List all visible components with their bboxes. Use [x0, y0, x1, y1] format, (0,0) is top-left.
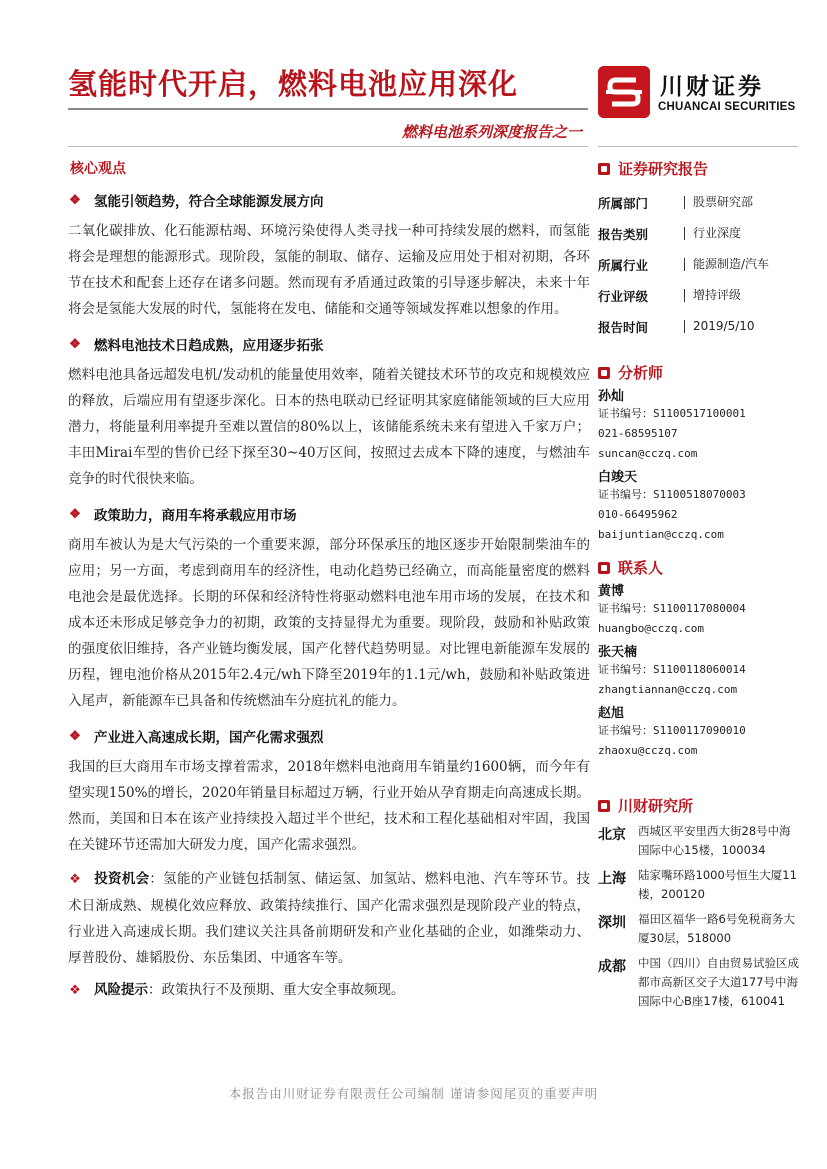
section-title: 氢能引领趋势，符合全球能源发展方向	[94, 194, 324, 210]
institute-title: 川财研究所	[618, 797, 694, 815]
report-subtitle: 燃料电池系列深度报告之一	[401, 123, 582, 141]
section-marker-icon	[598, 163, 610, 175]
analyst-cert: 证书编号：S1100517100001	[598, 407, 746, 420]
contact-name: 赵旭	[598, 706, 625, 721]
header-divider	[68, 146, 588, 147]
analysts-title: 分析师	[618, 364, 664, 382]
office	[598, 866, 800, 904]
diamond-bullet-icon: ❖	[69, 192, 81, 208]
office-city: 上海	[598, 871, 626, 887]
section-marker-icon	[598, 562, 610, 574]
section-head	[68, 504, 590, 524]
investment-paragraph	[68, 866, 590, 971]
section-title: 燃料电池技术日趋成熟，应用逐步拓张	[94, 338, 324, 354]
contact	[598, 641, 800, 700]
contact	[598, 580, 800, 639]
brand-name-cn: 川财证券	[660, 74, 764, 100]
contact-cert: 证书编号：S1100118060014	[598, 663, 746, 676]
diamond-bullet-icon: ❖	[69, 983, 81, 998]
report-info-heading	[598, 158, 800, 179]
contacts-heading	[598, 557, 800, 578]
risk-paragraph	[68, 977, 590, 1004]
info-row	[598, 218, 800, 249]
info-value: 能源制造/汽车	[684, 258, 769, 271]
sidebar-divider	[598, 146, 798, 147]
footer-disclaimer: 本报告由川财证券有限责任公司编制 谨请参阅尾页的重要声明	[228, 1086, 599, 1101]
office	[598, 910, 800, 948]
diamond-bullet-icon: ❖	[69, 872, 81, 887]
info-label: 报告类别	[598, 226, 649, 242]
analyst-cert: 证书编号：S1100518070003	[598, 488, 746, 501]
contact-email[interactable]: zhangtiannan@cczq.com	[598, 683, 738, 696]
section-title: 产业进入高速成长期，国产化需求强烈	[94, 730, 324, 746]
office-address: 中国（四川）自由贸易试验区成都市高新区交子大道177号中海国际中心B座17楼，610041	[638, 956, 799, 1008]
info-value: 增持评级	[684, 289, 741, 302]
section-paragraph: 我国的巨大商用车市场支撑着需求，2018年燃料电池商用车销量约1600辆，而今年有望实现150%的增长，2020年销量目标超过万辆，行业开始从孕育期走向高速成长期。然而，美国和日本在该产业持续投入超过半个世纪，技术和工程化基础相对牢固，我国在关键环节还需加大研发力度，国产化需求强烈。	[68, 759, 590, 853]
section-paragraph: 二氧化碳排放、化石能源枯竭、环境污染使得人类寻找一种可持续发展的燃料，而氢能将会是理想的能源形式。现阶段，氢能的制取、储存、运输及应用处于相对初期，各环节在技术和配套上还存在诸多问题。然而现有矛盾通过政策的引导逐步解决，未来十年将会是氢能大发展的时代，氢能将在发电、储能和交通等领域发挥难以想象的作用。	[68, 223, 590, 317]
analyst	[598, 385, 800, 464]
info-row	[598, 280, 800, 311]
office-address: 陆家嘴环路1000号恒生大厦11楼，200120	[638, 868, 797, 901]
analyst-email[interactable]: baijuntian@cczq.com	[598, 528, 724, 541]
contact-email[interactable]: zhaoxu@cczq.com	[598, 744, 698, 757]
section-head	[68, 334, 590, 354]
contact-cert: 证书编号：S1100117080004	[598, 602, 746, 615]
investment-text: ：氢能的产业链包括制氢、储运氢、加氢站、燃料电池、汽车等环节。技术日渐成熟、规模化效应释放、政策持续推行、国产化需求强烈是现阶段产业的特点，行业进入高速成长期。我们建议关注具备前期研发和产业化基础的企业，如潍柴动力、厚普股份、雄韬股份、东岳集团、中通客车等。	[68, 871, 591, 966]
title-underline	[68, 108, 588, 110]
diamond-bullet-icon: ❖	[69, 336, 81, 352]
diamond-bullet-icon: ❖	[69, 728, 81, 744]
institute-heading	[598, 795, 800, 816]
info-label: 行业评级	[598, 288, 649, 304]
analysts-heading	[598, 362, 800, 383]
office-city: 北京	[598, 827, 626, 843]
contact-name: 张天楠	[598, 645, 638, 660]
analyst-phone: 010-66495962	[598, 508, 678, 521]
risk-head: 风险提示	[94, 982, 148, 998]
contact-name: 黄博	[598, 584, 625, 599]
brand-name-en: CHUANCAI SECURITIES	[658, 101, 796, 113]
section-marker-icon	[598, 367, 610, 379]
info-row	[598, 311, 800, 342]
report-info-title: 证券研究报告	[618, 160, 709, 178]
brand-logo	[598, 66, 798, 120]
analyst-name: 孙灿	[598, 389, 625, 404]
analyst-phone: 021-68595107	[598, 427, 678, 440]
office	[598, 954, 800, 1011]
office-address: 西城区平安里西大街28号中海国际中心15楼，100034	[638, 824, 791, 857]
info-row	[598, 187, 800, 218]
info-value: 股票研究部	[684, 196, 753, 209]
chuancai-logo-icon	[598, 66, 650, 118]
info-label: 所属行业	[598, 257, 649, 273]
info-row	[598, 249, 800, 280]
office	[598, 822, 800, 860]
risk-text: ：政策执行不及预期、重大安全事故频现。	[148, 982, 405, 998]
section-title: 政策助力，商用车将承载应用市场	[94, 508, 297, 524]
section-head	[68, 726, 590, 746]
contacts-title: 联系人	[618, 559, 664, 577]
diamond-bullet-icon: ❖	[69, 506, 81, 522]
office-address: 福田区福华一路6号免税商务大厦30层，518000	[638, 912, 795, 945]
info-value: 2019/5/10	[684, 320, 755, 333]
info-label: 所属部门	[598, 195, 649, 211]
sidebar	[598, 158, 800, 1017]
core-viewpoints	[68, 158, 590, 1004]
core-heading: 核心观点	[70, 161, 126, 177]
investment-head: 投资机会	[94, 871, 150, 887]
contact-cert: 证书编号：S1100117090010	[598, 724, 746, 737]
section-head	[68, 190, 590, 210]
analyst-email[interactable]: suncan@cczq.com	[598, 447, 698, 460]
office-city: 成都	[598, 959, 626, 975]
info-label: 报告时间	[598, 319, 649, 335]
contact-email[interactable]: huangbo@cczq.com	[598, 622, 704, 635]
analyst	[598, 466, 800, 545]
info-value: 行业深度	[684, 227, 741, 240]
contact	[598, 702, 800, 761]
analyst-name: 白竣天	[598, 470, 638, 485]
section-paragraph: 商用车被认为是大气污染的一个重要来源，部分环保承压的地区逐步开始限制柴油车的应用；另一方面，考虑到商用车的经济性，电动化趋势已经确立，而高能量密度的燃料电池会是最优选择。长期的环保和经济特性将驱动燃料电池车用市场的发展，在技术和成本还未形成足够竞争力的初期，政策的支持显得尤为重要。现阶段，鼓励和补贴政策的强度依旧维持，各产业链均衡发展，国产化替代趋势明显。对比锂电新能源车发展的历程，锂电池价格从2015年2.4元/wh下降至2019年的1.1元/wh，鼓励和补贴政策进入尾声，新能源车已具备和传统燃油车分庭抗礼的能力。	[68, 537, 590, 709]
report-title: 氢能时代开启，燃料电池应用深化	[68, 67, 519, 101]
section-paragraph: 燃料电池具备远超发电机/发动机的能量使用效率，随着关键技术环节的攻克和规模效应的释放，后端应用有望逐步深化。日本的热电联动已经证明其家庭储能领域的巨大应用潜力，将能量利用率提升至难以置信的80%以上，该储能系统未来有望进入千家万户；丰田Mirai车型的售价已经下探至30~40万区间，按照过去成本下降的速度，与燃油车竞争的时代很快来临。	[68, 367, 590, 487]
office-city: 深圳	[598, 915, 626, 931]
section-marker-icon	[598, 800, 610, 812]
